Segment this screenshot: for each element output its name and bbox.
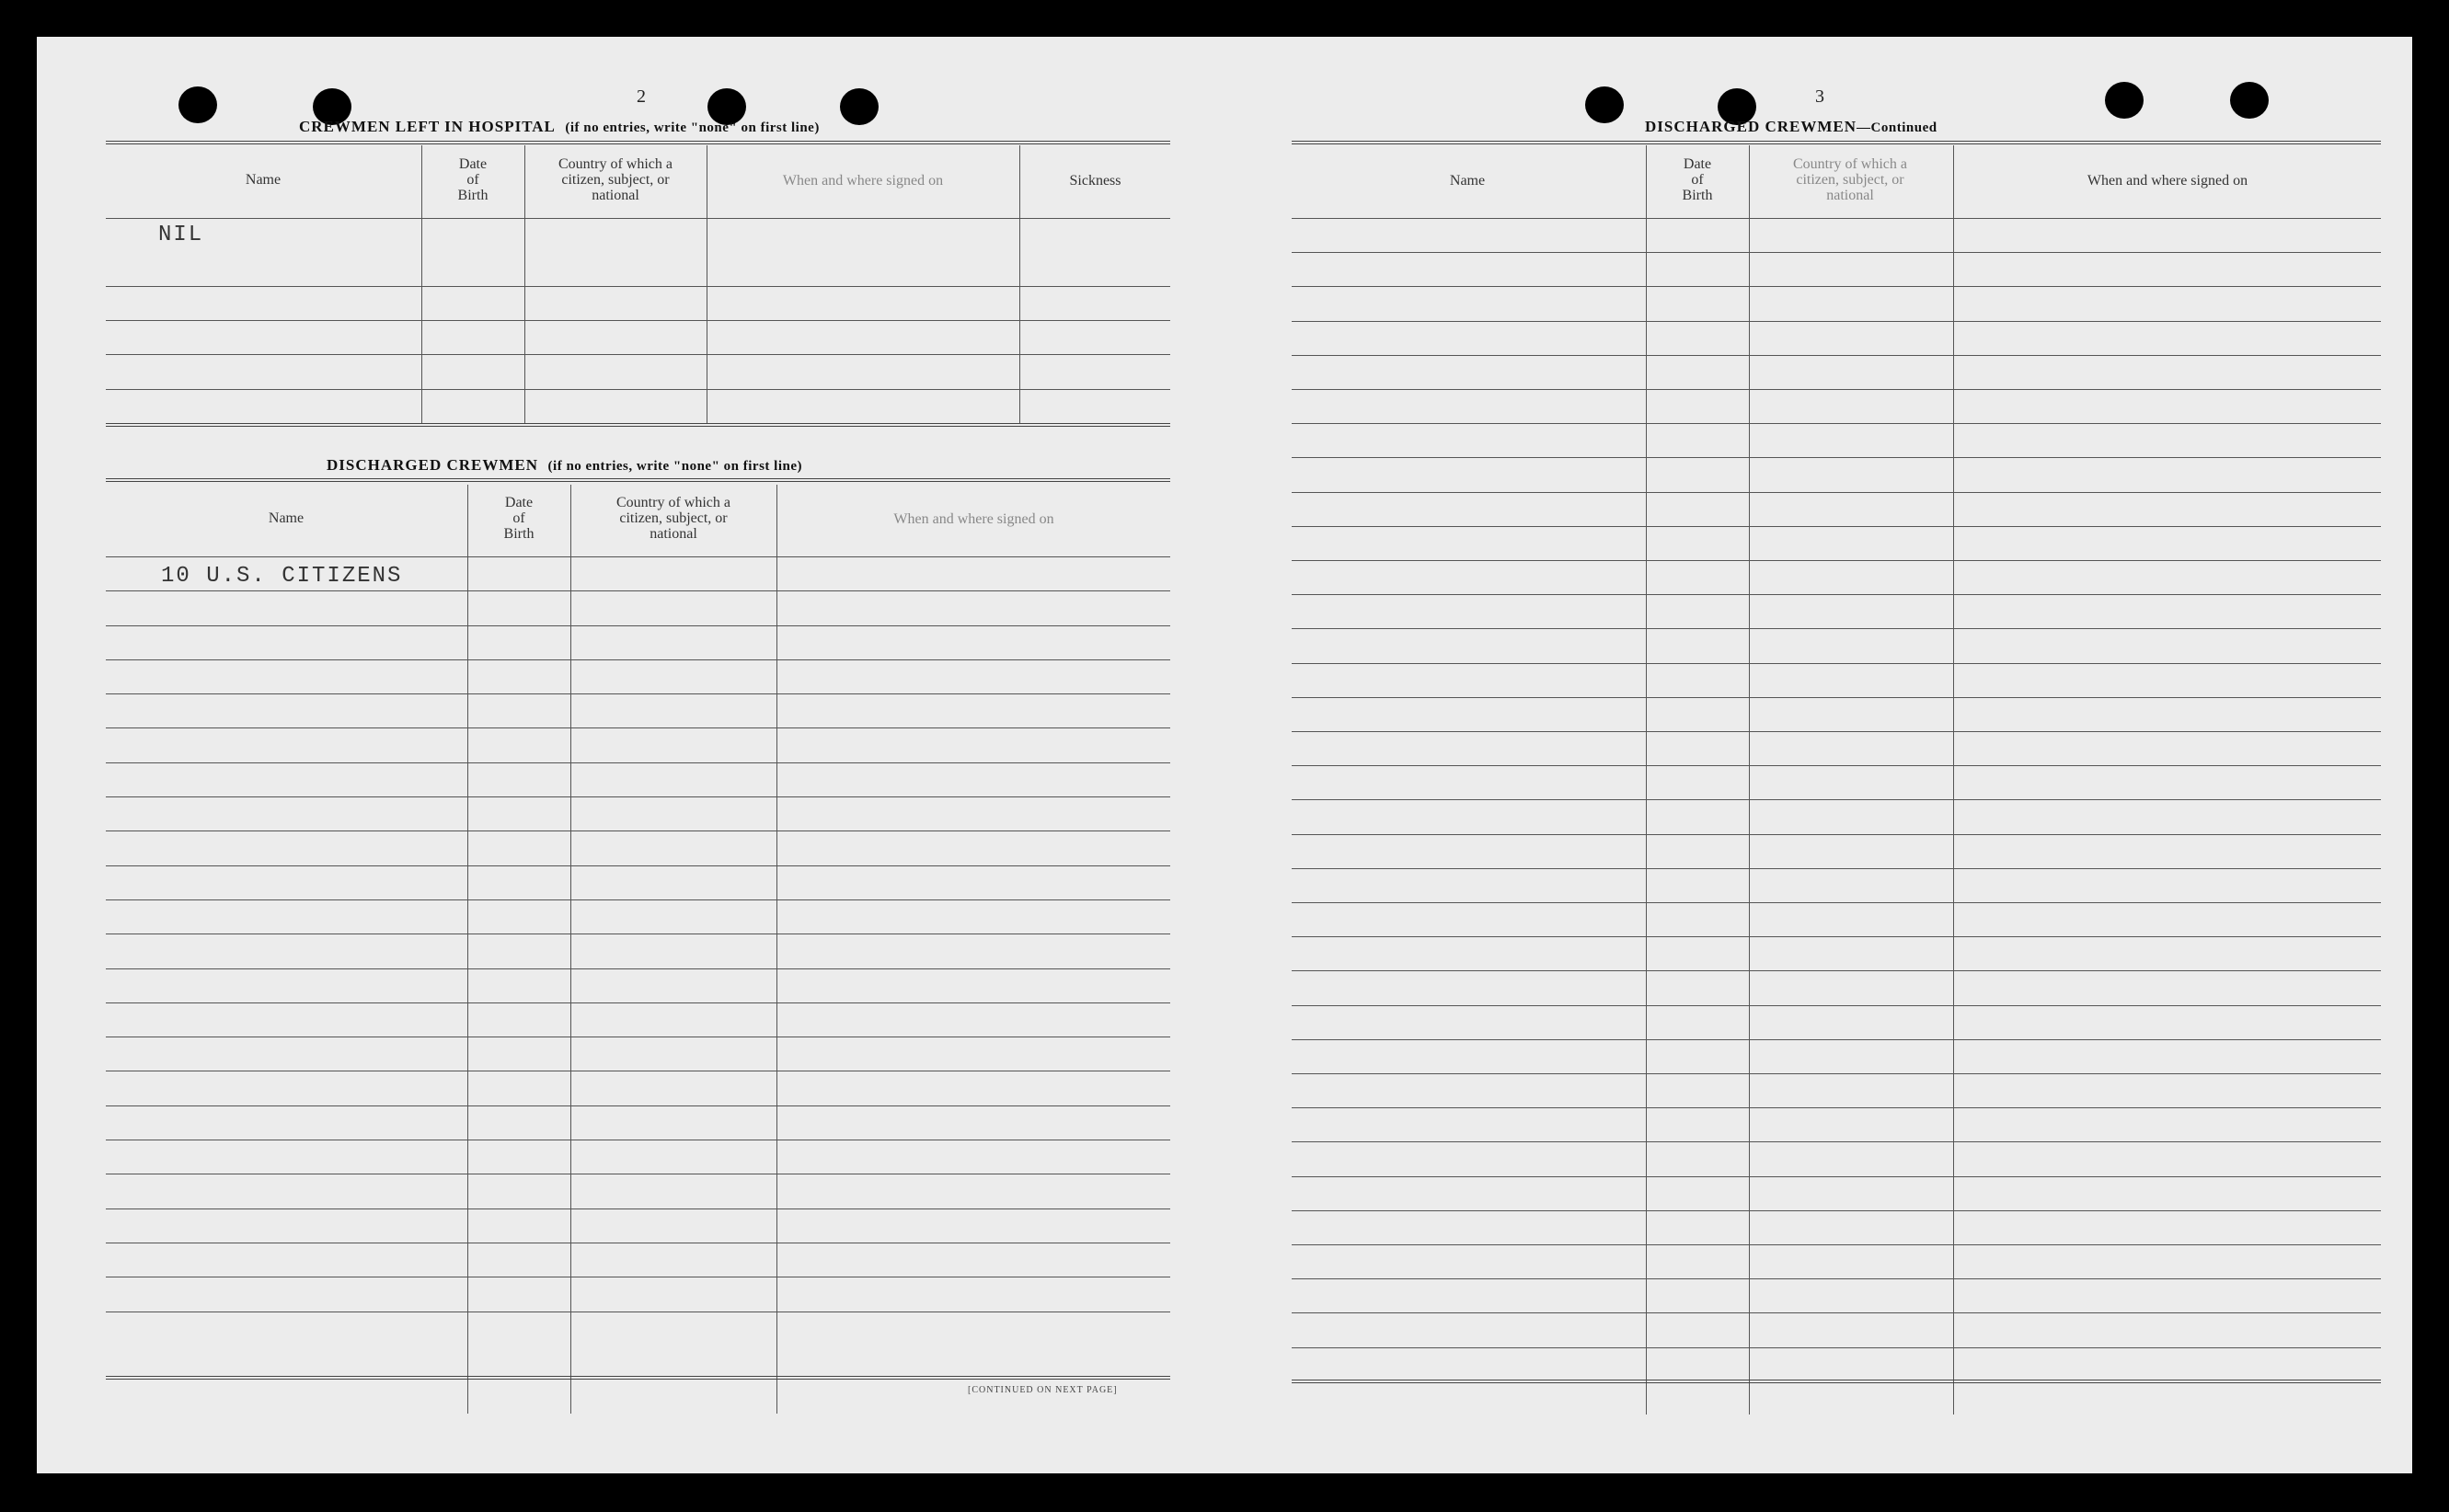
row-rule xyxy=(1292,970,2381,971)
discharged-col-name: Name xyxy=(268,510,305,526)
row-rule xyxy=(1292,1244,2381,1245)
row-rule xyxy=(1292,355,2381,356)
right-col-name: Name xyxy=(1449,173,1486,189)
discharged-heading-note: (if no entries, write "none" on first line) xyxy=(547,459,802,474)
row-rule xyxy=(1292,389,2381,390)
row-rule xyxy=(1292,1312,2381,1313)
row-rule xyxy=(1292,526,2381,527)
row-rule xyxy=(1292,252,2381,253)
right-heading-text: DISCHARGED CREWMEN xyxy=(1645,118,1857,135)
hospital-section-heading xyxy=(299,118,820,136)
right-col-country: Country of which a citizen, subject, or national xyxy=(1793,156,1907,203)
hospital-row-rule xyxy=(106,286,1170,287)
punch-hole xyxy=(1585,86,1624,123)
discharged-heading-text: DISCHARGED CREWMEN xyxy=(327,456,539,474)
right-col-signed-on: When and where signed on xyxy=(2087,173,2248,189)
row-rule xyxy=(1292,594,2381,595)
row-rule xyxy=(1292,1107,2381,1108)
hospital-row-rule xyxy=(106,354,1170,355)
row-rule xyxy=(106,899,1170,900)
hospital-col-name: Name xyxy=(245,172,282,188)
row-rule xyxy=(1292,560,2381,561)
row-rule xyxy=(106,659,1170,660)
hospital-heading-text: CREWMEN LEFT IN HOSPITAL xyxy=(299,118,556,135)
row-rule xyxy=(106,1105,1170,1106)
right-section-heading xyxy=(1645,118,1937,136)
punch-hole xyxy=(840,88,879,125)
row-rule xyxy=(1292,1210,2381,1211)
row-rule xyxy=(1292,834,2381,835)
row-rule xyxy=(1292,628,2381,629)
row-rule xyxy=(1292,799,2381,800)
row-rule xyxy=(1292,765,2381,766)
row-rule xyxy=(1292,457,2381,458)
right-col-dob: Date of Birth xyxy=(1682,156,1713,203)
hospital-row-rule xyxy=(106,320,1170,321)
row-rule xyxy=(1292,1005,2381,1006)
row-rule xyxy=(106,968,1170,969)
row-rule xyxy=(1292,1176,2381,1177)
document-sheet xyxy=(37,37,2412,1473)
discharged-section-heading xyxy=(327,456,802,475)
row-rule xyxy=(1292,286,2381,287)
discharged-table-top-rule xyxy=(106,478,1170,482)
hospital-col-divider xyxy=(1019,145,1020,423)
page-number-right: 3 xyxy=(1815,86,1824,107)
right-col-divider xyxy=(1953,145,1954,1415)
hospital-col-country: Country of which a citizen, subject, or national xyxy=(558,156,673,203)
row-rule xyxy=(106,865,1170,866)
row-rule xyxy=(1292,492,2381,493)
row-rule xyxy=(106,727,1170,728)
right-table-top-rule xyxy=(1292,141,2381,144)
row-rule xyxy=(1292,1141,2381,1142)
punch-hole xyxy=(178,86,217,123)
row-rule xyxy=(1292,1073,2381,1074)
row-rule xyxy=(1292,1347,2381,1348)
punch-hole xyxy=(2230,82,2269,119)
hospital-col-dob: Date of Birth xyxy=(457,156,489,203)
hospital-col-divider xyxy=(421,145,422,423)
row-rule xyxy=(1292,1039,2381,1040)
row-rule xyxy=(106,1208,1170,1209)
hospital-row-rule xyxy=(106,218,1170,219)
hospital-table-bottom-rule xyxy=(106,423,1170,427)
discharged-col-dob: Date of Birth xyxy=(503,495,535,542)
row-rule xyxy=(1292,663,2381,664)
row-rule xyxy=(1292,731,2381,732)
row-rule xyxy=(1292,697,2381,698)
row-rule xyxy=(106,625,1170,626)
row-rule xyxy=(106,556,1170,557)
row-rule xyxy=(1292,321,2381,322)
row-rule xyxy=(1292,902,2381,903)
discharged-col-divider xyxy=(570,485,571,1414)
discharged-entry-text: 10 U.S. CITIZENS xyxy=(161,564,403,589)
right-col-divider xyxy=(1646,145,1647,1415)
hospital-col-divider xyxy=(524,145,525,423)
row-rule xyxy=(1292,868,2381,869)
hospital-row-rule xyxy=(106,389,1170,390)
row-rule xyxy=(1292,218,2381,219)
row-rule xyxy=(1292,423,2381,424)
right-col-divider xyxy=(1749,145,1750,1415)
hospital-heading-note: (if no entries, write "none" on first line) xyxy=(565,120,820,135)
row-rule xyxy=(106,1002,1170,1003)
right-table-bottom-rule xyxy=(1292,1380,2381,1383)
row-rule xyxy=(106,796,1170,797)
discharged-col-divider xyxy=(467,485,468,1414)
right-heading-note: —Continued xyxy=(1857,120,1937,135)
discharged-col-signed-on: When and where signed on xyxy=(893,511,1054,527)
hospital-col-signed-on: When and where signed on xyxy=(782,173,944,189)
row-rule xyxy=(106,693,1170,694)
continued-note: [CONTINUED ON NEXT PAGE] xyxy=(968,1385,1118,1395)
row-rule xyxy=(1292,936,2381,937)
discharged-table-bottom-rule xyxy=(106,1376,1170,1380)
row-rule xyxy=(1292,1278,2381,1279)
hospital-entry-text: NIL xyxy=(158,223,204,247)
discharged-col-country: Country of which a citizen, subject, or national xyxy=(616,495,730,542)
hospital-col-sickness: Sickness xyxy=(1069,173,1121,189)
page-number-left: 2 xyxy=(637,86,646,107)
discharged-col-divider xyxy=(776,485,777,1414)
row-rule xyxy=(106,762,1170,763)
punch-hole xyxy=(2105,82,2144,119)
row-rule xyxy=(106,830,1170,831)
hospital-table-top-rule xyxy=(106,141,1170,144)
row-rule xyxy=(106,590,1170,591)
